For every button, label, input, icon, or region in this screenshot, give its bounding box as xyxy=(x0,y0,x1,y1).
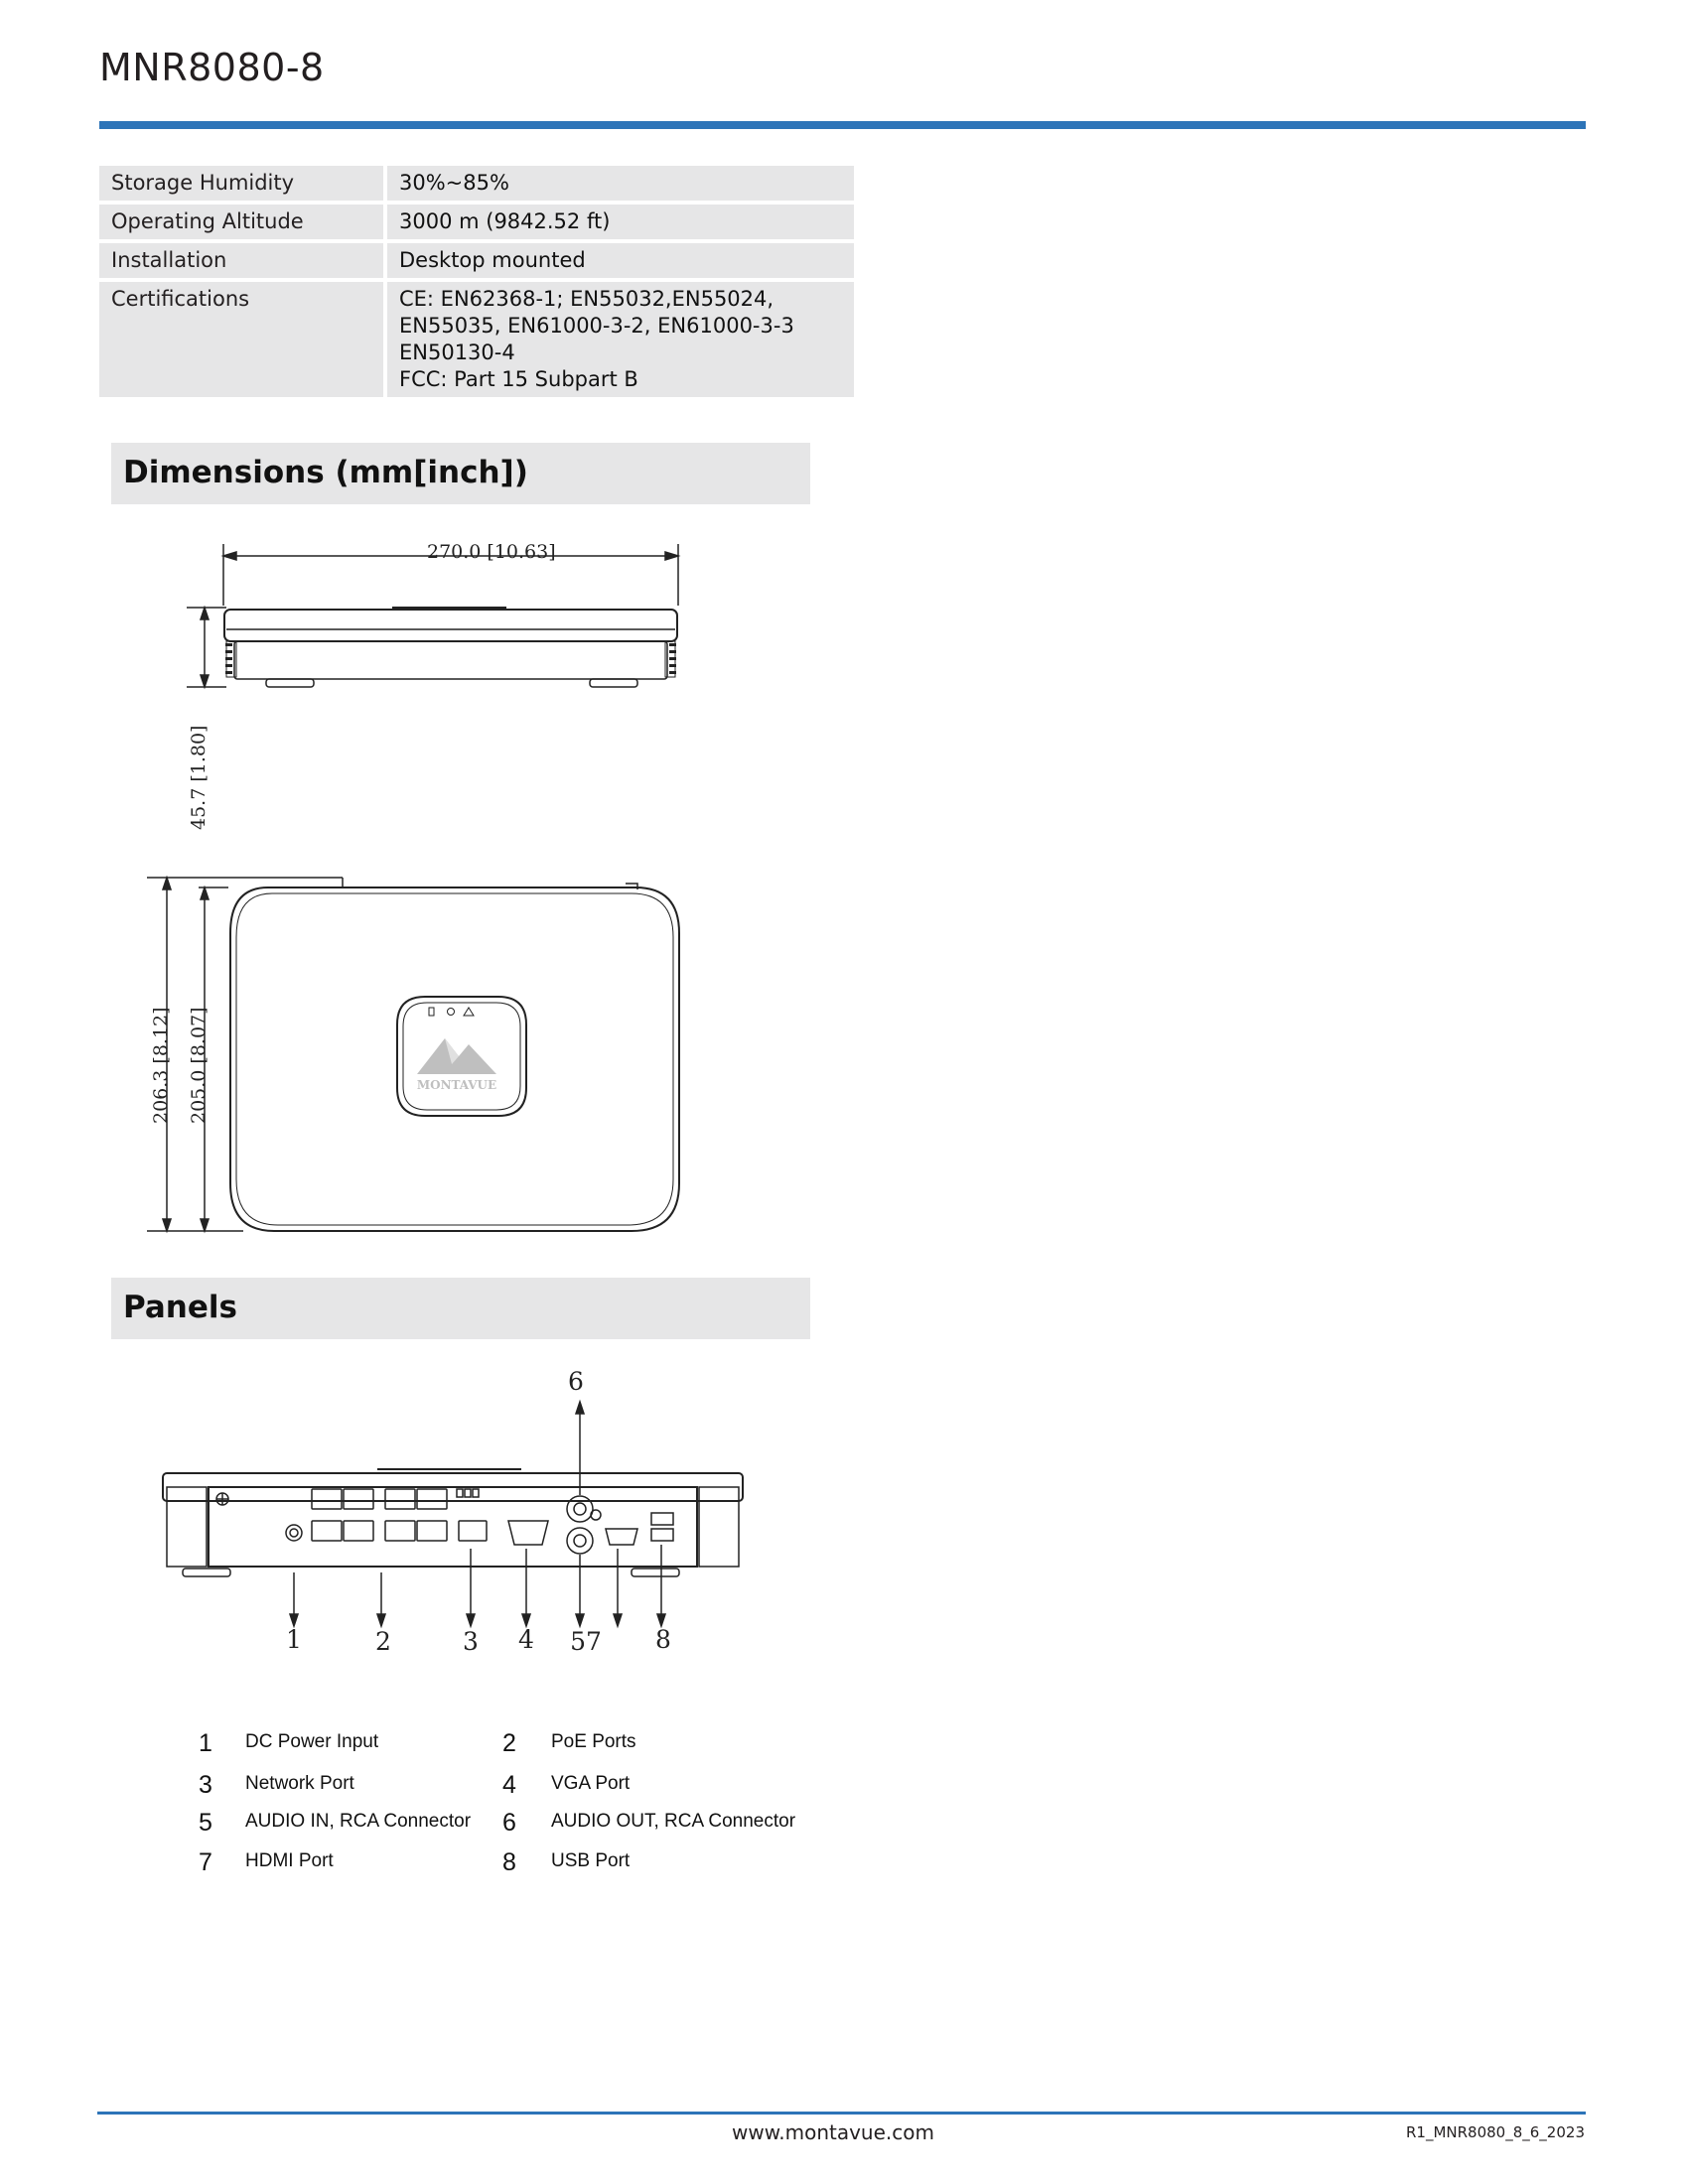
depth-outer-dimension-label: 206.3 [8.12] xyxy=(150,1007,172,1124)
width-dimension-label: 270.0 [10.63] xyxy=(427,541,556,563)
rear-panel-callout-arrows xyxy=(290,1402,665,1626)
spec-value: CE: EN62368-1; EN55032,EN55024, EN55035, EN61000-3-2, EN61000-3-3 EN50130-4 FCC: Part 15 Subpart B xyxy=(387,282,854,397)
footer-revision: R1_MNR8080_8_6_2023 xyxy=(1406,2123,1585,2141)
legend-label: AUDIO OUT, RCA Connector xyxy=(551,1811,796,1832)
callout-6: 6 xyxy=(568,1367,584,1396)
legend-number: 1 xyxy=(199,1729,212,1757)
legend-number: 2 xyxy=(502,1729,516,1757)
legend-number: 7 xyxy=(199,1848,212,1876)
callout-8: 8 xyxy=(655,1625,671,1654)
rear-panel-drawing xyxy=(163,1469,743,1576)
legend-number: 5 xyxy=(199,1809,212,1837)
legend-label: AUDIO IN, RCA Connector xyxy=(245,1811,472,1832)
montavue-logo xyxy=(417,1038,496,1092)
rear-panel-callout-labels xyxy=(286,1367,671,1656)
legend-label: VGA Port xyxy=(551,1773,631,1794)
spec-key: Storage Humidity xyxy=(99,166,387,201)
spec-value: 3000 m (9842.52 ft) xyxy=(387,205,854,239)
spec-value: 30%~85% xyxy=(387,166,854,201)
legend-label: Network Port xyxy=(245,1773,354,1794)
height-dimension-line xyxy=(187,608,226,687)
callout-57: 57 xyxy=(570,1627,602,1656)
legend-label: PoE Ports xyxy=(551,1731,636,1752)
callout-2: 2 xyxy=(375,1627,391,1656)
legend-number: 8 xyxy=(502,1848,516,1876)
legend-label: HDMI Port xyxy=(245,1850,334,1871)
callout-3: 3 xyxy=(463,1627,479,1656)
legend-number: 3 xyxy=(199,1771,212,1799)
callout-1: 1 xyxy=(286,1625,302,1654)
spec-key: Operating Altitude xyxy=(99,205,387,239)
height-dimension-label: 45.7 [1.80] xyxy=(188,725,210,830)
legend-label: DC Power Input xyxy=(245,1731,379,1752)
front-view-vents xyxy=(225,643,676,674)
document-title: MNR8080-8 xyxy=(99,46,325,89)
dimensions-heading: Dimensions (mm[inch]) xyxy=(123,455,528,490)
spec-key: Installation xyxy=(99,243,387,278)
front-view-drawing xyxy=(223,544,678,687)
legend-number: 4 xyxy=(502,1771,516,1799)
callout-4: 4 xyxy=(518,1625,534,1654)
panels-heading: Panels xyxy=(123,1290,237,1325)
legend-label: USB Port xyxy=(551,1850,631,1871)
depth-inner-dimension-label: 205.0 [8.07] xyxy=(188,1007,210,1124)
logo-text: MONTAVUE xyxy=(416,1078,497,1092)
spec-value: Desktop mounted xyxy=(387,243,854,278)
legend-number: 6 xyxy=(502,1809,516,1837)
footer-rule xyxy=(97,2112,1586,2115)
footer-url: www.montavue.com xyxy=(732,2120,934,2144)
top-view-drawing xyxy=(147,878,679,1231)
spec-key: Certifications xyxy=(99,282,387,397)
